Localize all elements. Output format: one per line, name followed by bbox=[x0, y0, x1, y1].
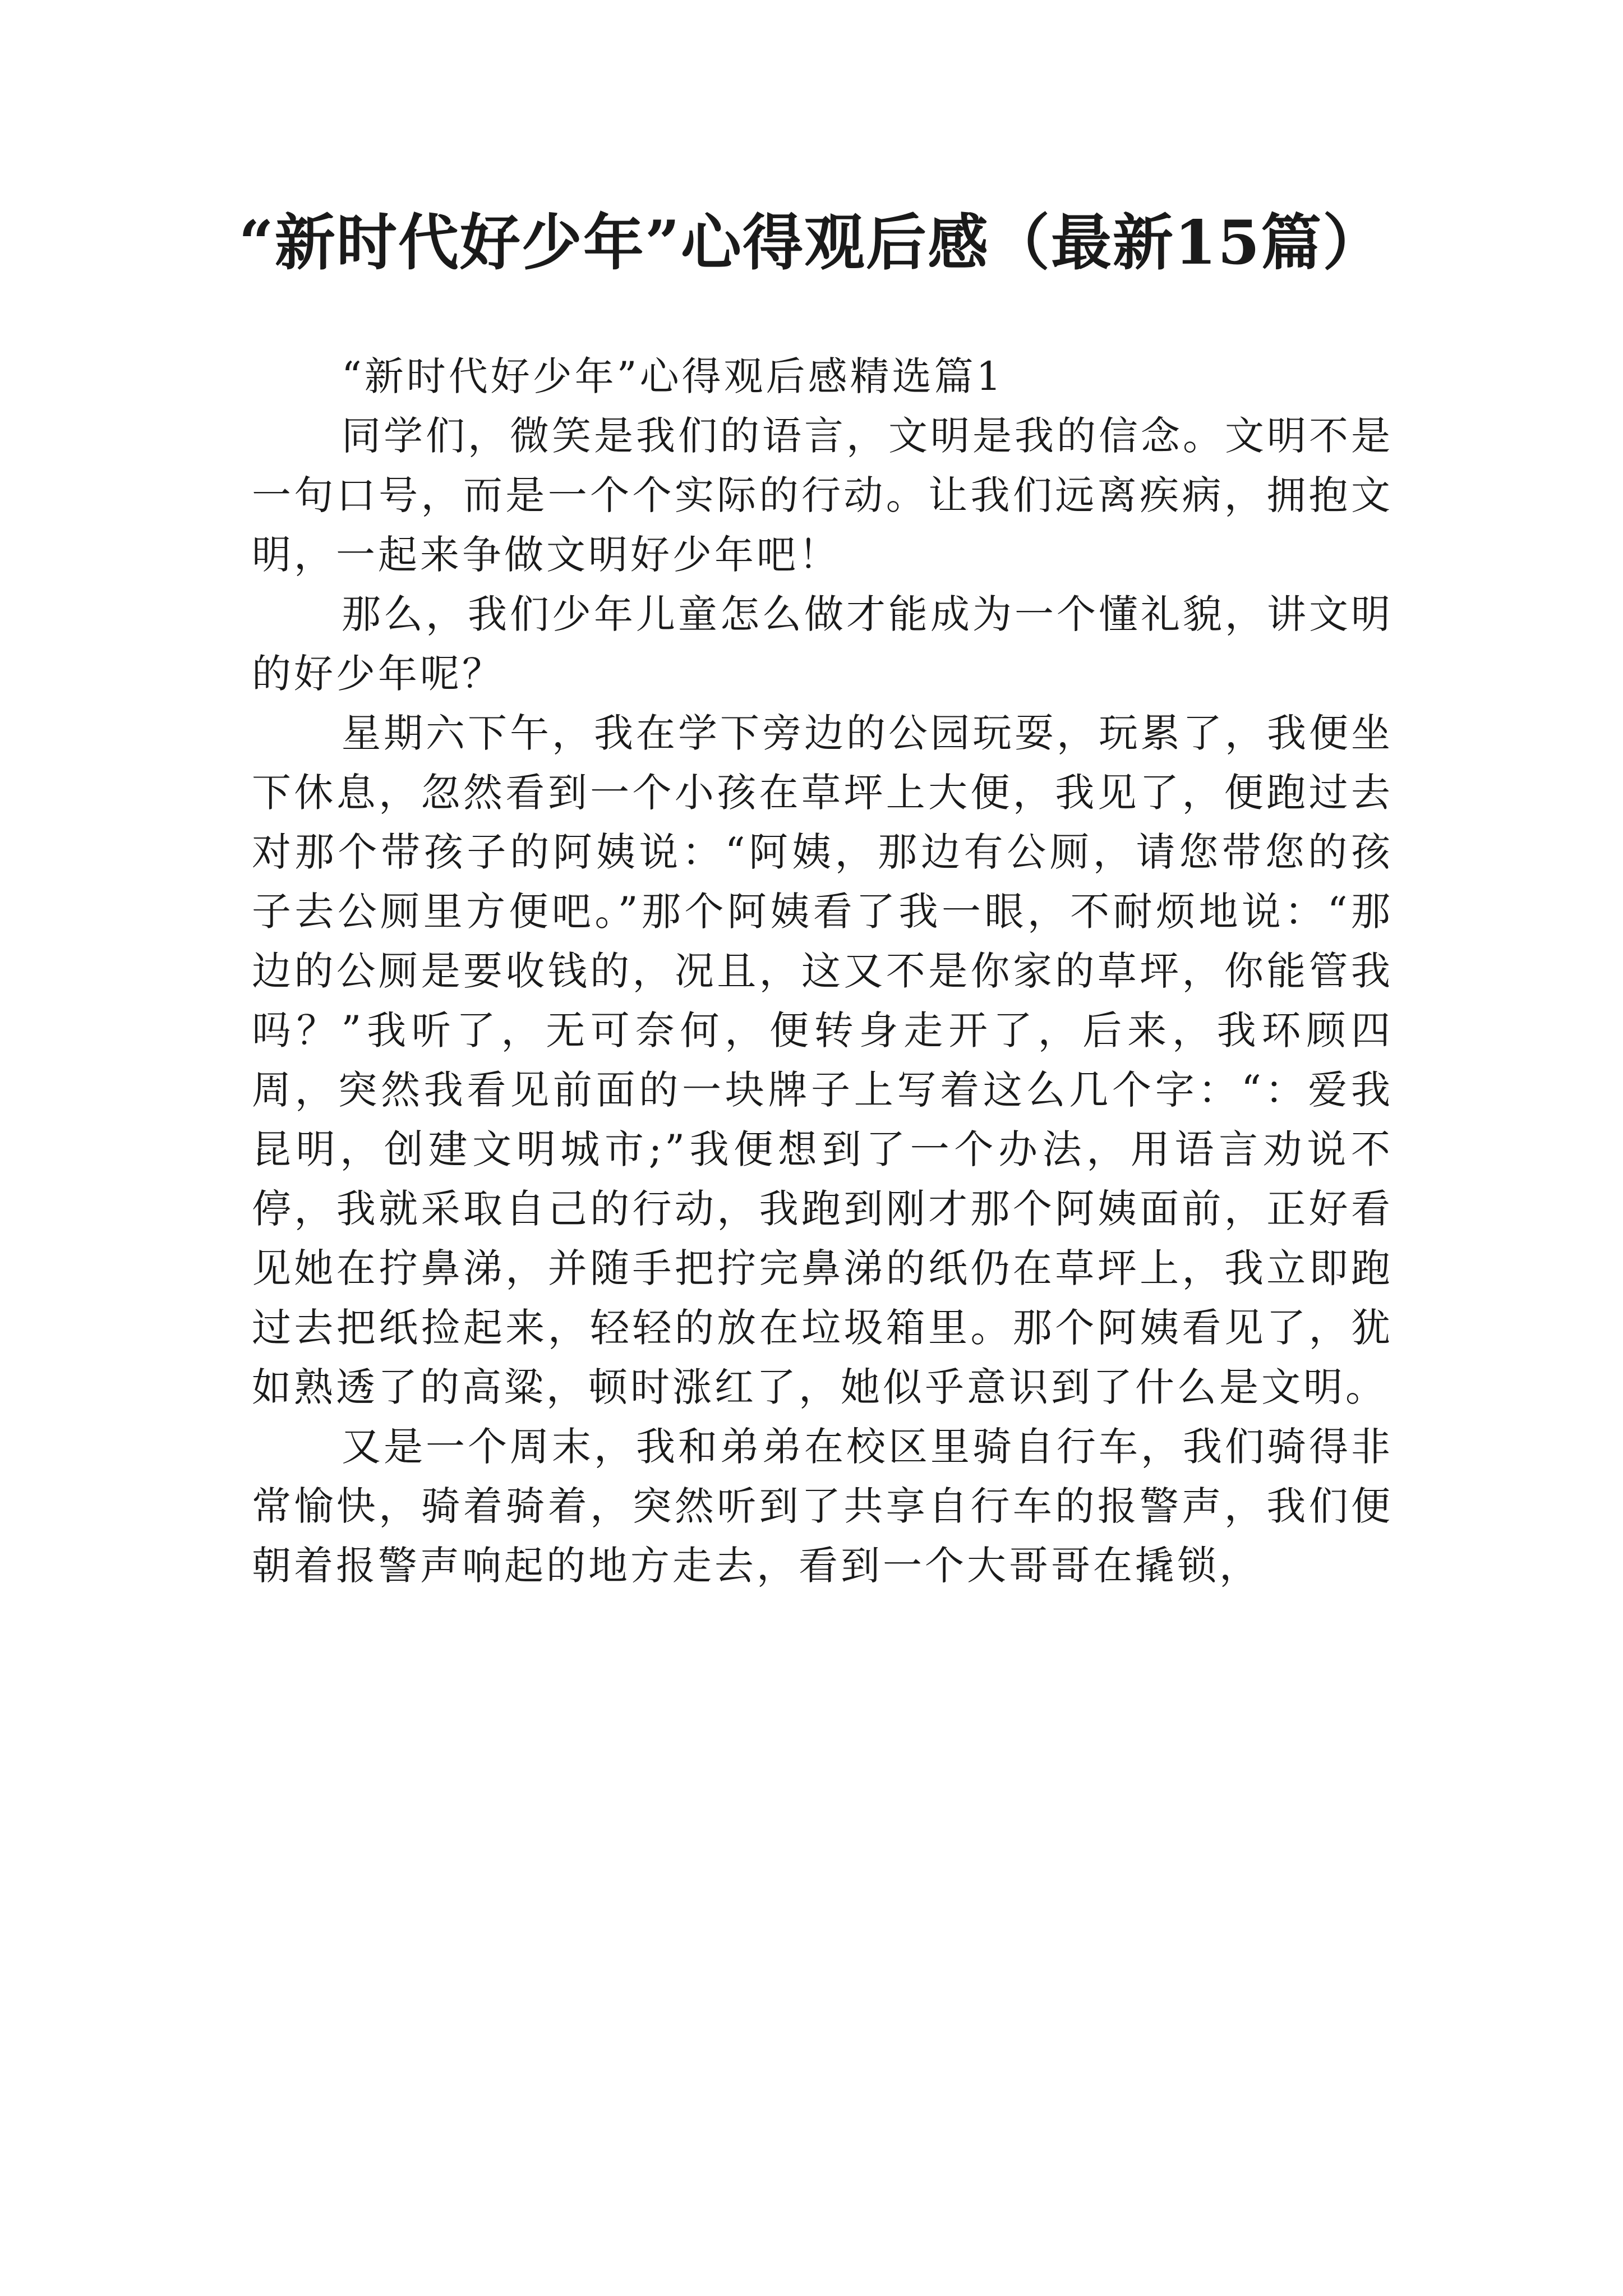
paragraph: 又是一个周末，我和弟弟在校区里骑自行车，我们骑得非常愉快，骑着骑着，突然听到了共享自行车的报警声，我们便朝着报警声响起的地方走去，看到一个大哥哥在撬锁， bbox=[252, 1424, 1393, 1589]
paragraph: 星期六下午，我在学下旁边的公园玩耍，玩累了，我便坐下休息，忽然看到一个小孩在草坪上大便，我见了，便跑过去对那个带孩子的阿姨说：“阿姨，那边有公厕，请您带您的孩子去公厕里方便吧。”那个阿姨看了我一眼，不耐烦地说：“那边的公厕是要收钱的，况且，这又不是你家的草坪，你能管我吗？”我听了，无可奈何，便转身走开了，后来，我环顾四周，突然我看见前面的一块牌子上写着这么几个字：“：爱我昆明，创建文明城市;”我便想到了一个办法，用语言劝说不停，我就采取自己的行动，我跑到刚才那个阿姨面前，正好看见她在拧鼻涕，并随手把拧完鼻涕的纸仍在草坪上，我立即跑过去把纸捡起来，轻轻的放在垃圾箱里。那个阿姨看见了，犹如熟透了的高粱，顿时涨红了，她似乎意识到了什么是文明。 bbox=[252, 710, 1393, 1410]
paragraph: 那么，我们少年儿童怎么做才能成为一个懂礼貌，讲文明的好少年呢？ bbox=[252, 591, 1393, 697]
paragraph: 同学们，微笑是我们的语言，文明是我的信念。文明不是一句口号，而是一个个实际的行动。让我们远离疾病，拥抱文明，一起来争做文明好少年吧！ bbox=[252, 413, 1393, 578]
document-body bbox=[252, 347, 1393, 1595]
section-heading: “新时代好少年”心得观后感精选篇1 bbox=[342, 353, 1004, 399]
document-title: “新时代好少年”心得观后感（最新15篇） bbox=[238, 208, 1385, 278]
